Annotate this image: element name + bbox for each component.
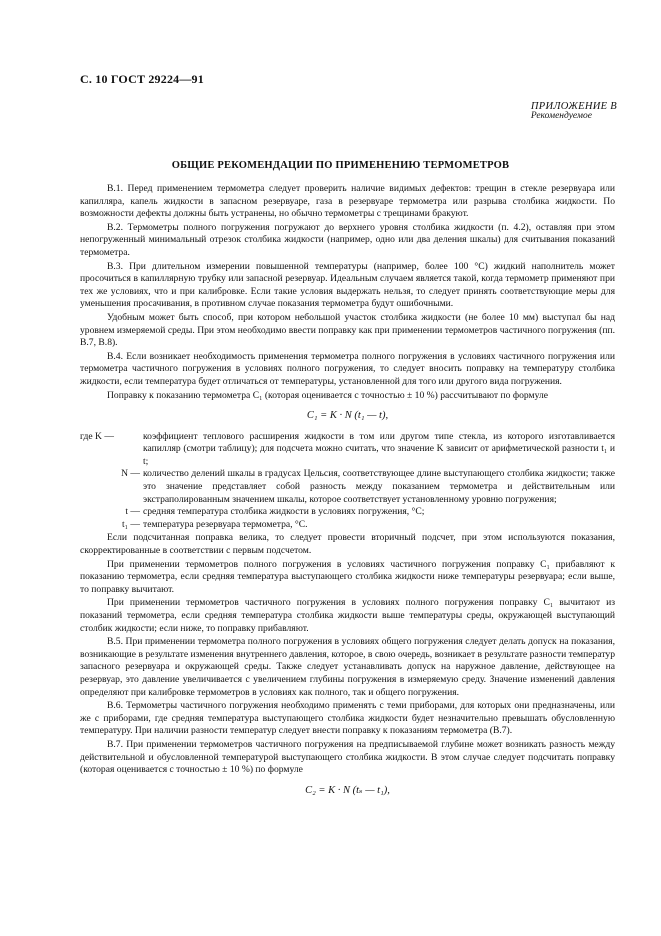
definition-term: t₁ — [121, 518, 140, 530]
definition-item [80, 431, 615, 469]
paragraph-correction-intro: Поправку к показанию термометра C₁ (которая оценивается с точностью ± 10 %) рассчитывают по формуле [107, 389, 549, 401]
paragraph-b3: В.3. При длительном измерении повышенной температуры (например, более 100 °С) жидкий наполнитель может просочиться в капиллярную трубку или запасной резервуар. Идеальным случаем является такой, когда термометр применяют при тех же условиях, что и при калибровке. Если такие условия выдержать нельзя, то следует принять соответствующие меры для уменьшения просачивания, в противном случае показания термометра будут ошибочными. [80, 260, 615, 310]
definition-desc: средняя температура столбика жидкости в условиях погружения, °С; [143, 506, 425, 518]
document-body [80, 183, 615, 805]
definition-term: где K — [80, 430, 114, 442]
paragraph-full-in-partial: При применении термометров полного погружения в условиях частичного погружения поправку C₁ прибавляют к показанию термометра, если средняя температура выступающего столбика жидкости ниже температуры резервуара; если выше, то поправку вычитают. [80, 558, 615, 595]
paragraph-b4: В.4. Если возникает необходимость применения термометра полного погружения в условиях частичного погружения или термометра частичного погружения в условиях полного погружения, то следует вносить поправку на температуру столбика жидкости, если температура будет отличаться от температуры, установленной для того или другого вида погружения. [80, 350, 615, 387]
formula-c1: C₁ = K · N (t₁ — t), [306, 410, 389, 422]
definition-desc: количество делений шкалы в градусах Цельсия, соответствующее длине выступающего столбика жидкости; также это значение представляет собой разность между показанием термометра и действительным или экстраполированным значением шкалы, которое соответствует установленному уровню погружения; [143, 468, 615, 505]
definitions-list [80, 431, 615, 532]
definition-item [80, 506, 615, 519]
paragraph-b1: В.1. Перед применением термометра следует проверить наличие видимых дефектов: трещин в стекле резервуара или капилляра, капель жидкости в запасном резервуаре, газа в резервуаре термометра или разрыва столбика жидкости. По возможности дефекты должны быть устранены, но обычно термометры с трещинами бракуют. [80, 183, 615, 220]
appendix-label: ПРИЛОЖЕНИЕ В [530, 101, 617, 112]
paragraph-partial-in-full: При применении термометров частичного погружения в условиях полного погружения поправку C₁ вычитают из показаний термометра, если средняя температура столбика жидкости выше температуры среды, окружающей выступающий столбик жидкости; если ниже, то поправку прибавляют. [80, 597, 615, 634]
paragraph-b2: В.2. Термометры полного погружения погружают до верхнего уровня столбика жидкости (п. 4.2), оставляя при этом непогруженный минимальный отрезок столбика жидкости (например, одно или два деления шкалы) для считывания показаний термометра. [80, 221, 615, 258]
page-title: ОБЩИЕ РЕКОМЕНДАЦИИ ПО ПРИМЕНЕНИЮ ТЕРМОМЕТРОВ [171, 160, 510, 171]
appendix-block [531, 101, 617, 121]
paragraph-b6: В.6. Термометры частичного погружения необходимо применять с теми приборами, для которых они предназначены, или же с приборами, где средняя температура выступающего столбика жидкости будет незначительно превышать обусловленную температуру. При наличии разности температур следует внести поправку к показаниям термометра (В.7). [80, 700, 615, 737]
definition-term: t — [125, 506, 140, 518]
page-header: С. 10 ГОСТ 29224—91 [80, 72, 204, 86]
paragraph-b5: В.5. При применении термометра полного погружения в условиях общего погружения следует делать допуск на показания, возникающие в результате изменения внутреннего давления, которое, в свою очередь, возникает в результате разности температур запасного резервуара и окружающей среды. Также следует устанавливать допуск на наружное давление, действующее на резервуар, это давление увеличивается с увеличением глубины погружения в измеряемую среду. Значение изменений давления определяют при калибровке термометров в условиях как полного, так и общего погружения. [80, 636, 615, 698]
definition-item [80, 519, 615, 532]
definition-item [80, 468, 615, 506]
appendix-status: Рекомендуемое [530, 111, 592, 121]
definition-desc: коэффициент теплового расширения жидкости в том или другом типе стекла, из которого изготавливается капилляр (смотри таблицу); для подсчета можно считать, что значение K зависит от арифметической разности t₁ и t; [143, 430, 615, 467]
paragraph-recount: Если подсчитанная поправка велика, то следует провести вторичный подсчет, при этом используются показания, скорректированные в соответствии с первым подсчетом. [80, 532, 615, 557]
definition-term: N — [121, 468, 140, 480]
paragraph-b3-note: Удобным может быть способ, при котором небольшой участок столбика жидкости (не более 10 мм) выступал бы над уровнем измеряемой среды. При этом необходимо ввести поправку как при применении термометров частичного погружения (пп. В.7, В.8). [80, 311, 615, 349]
paragraph-b7: В.7. При применении термометров частичного погружения на предписываемой глубине может возникать разность между действительной и обусловленной температурой выступающего столбика жидкости. В этом случае следует подсчитать поправку (которая оценивается с точностью ± 10 %) по формуле [80, 738, 615, 776]
formula-c2: C₂ = K · N (tₛ — t₁), [305, 784, 390, 796]
definition-desc: температура резервуара термометра, °С. [143, 518, 308, 530]
